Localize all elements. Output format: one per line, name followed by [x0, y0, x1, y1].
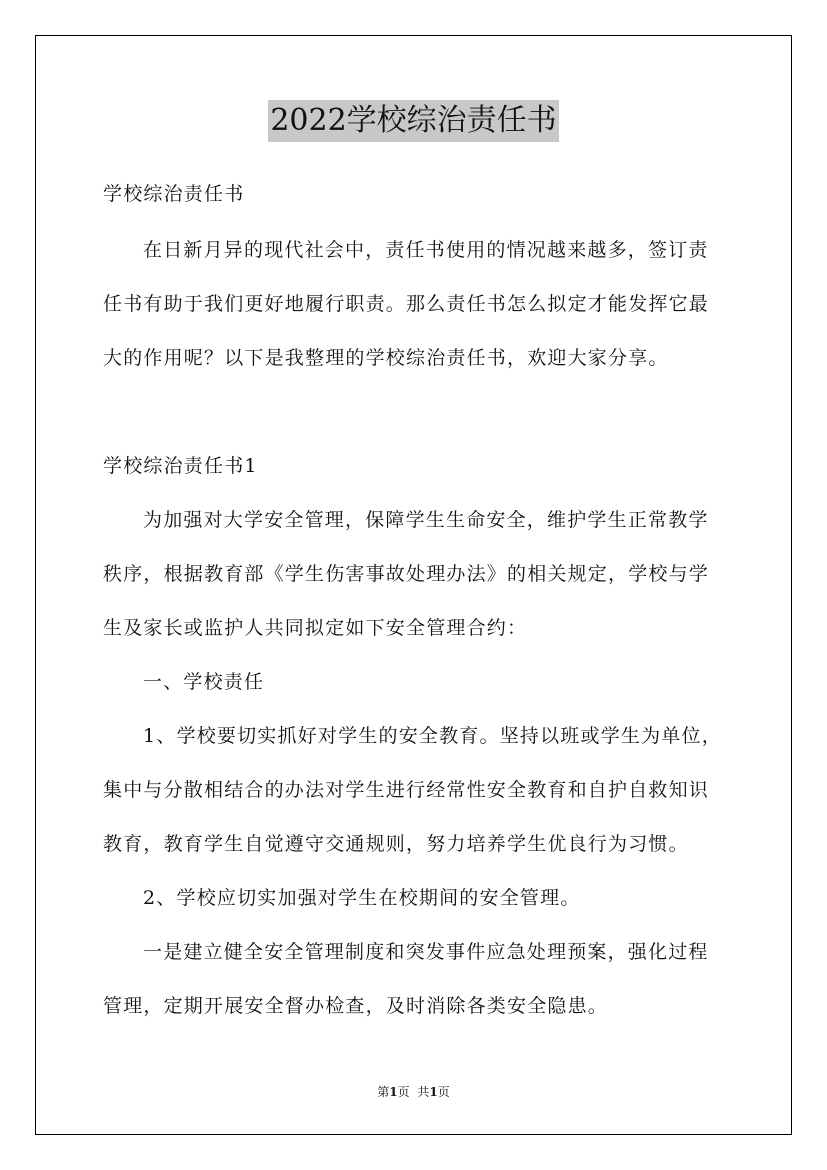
body-line: 2、学校应切实加强对学生在校期间的安全管理。 — [143, 887, 581, 909]
body-line: 生及家长或监护人共同拟定如下安全管理合约： — [103, 617, 528, 639]
intro-line: 在日新月异的现代社会中，责任书使用的情况越来越多，签订责 — [143, 239, 709, 261]
body-line: 一、学校责任 — [143, 671, 265, 693]
total-prefix: 共 — [417, 1085, 430, 1099]
body-line: 一是建立健全安全管理制度和突发事件应急处理预案，强化过程 — [143, 941, 709, 963]
body-line: 集中与分散相结合的办法对学生进行经常性安全教育和自护自救知识 — [103, 779, 710, 801]
page-current: 1 — [389, 1085, 398, 1099]
page-suffix: 页 — [397, 1085, 410, 1099]
body-line: 1、学校要切实抓好对学生的安全教育。坚持以班或学生为单位， — [143, 725, 722, 747]
body-line: 为加强对大学安全管理，保障学生生命安全，维护学生正常教学 — [143, 509, 709, 531]
title-wrap — [0, 100, 827, 142]
total-suffix: 页 — [437, 1085, 450, 1099]
section-heading: 学校综治责任书1 — [103, 455, 258, 477]
intro-line: 任书有助于我们更好地履行职责。那么责任书怎么拟定才能发挥它最 — [103, 293, 710, 315]
document-title: 2022学校综治责任书 — [268, 100, 558, 142]
intro-line: 大的作用呢？以下是我整理的学校综治责任书，欢迎大家分享。 — [103, 347, 669, 369]
page-prefix: 第 — [377, 1085, 390, 1099]
body-line: 教育，教育学生自觉遵守交通规则，努力培养学生优良行为习惯。 — [103, 833, 689, 855]
subheading: 学校综治责任书 — [103, 183, 245, 205]
page-footer — [0, 1083, 827, 1100]
page-total: 1 — [429, 1085, 438, 1099]
body-line: 管理，定期开展安全督办检查，及时消除各类安全隐患。 — [103, 995, 609, 1017]
body-line: 秩序，根据教育部《学生伤害事故处理办法》的相关规定，学校与学 — [103, 563, 710, 585]
